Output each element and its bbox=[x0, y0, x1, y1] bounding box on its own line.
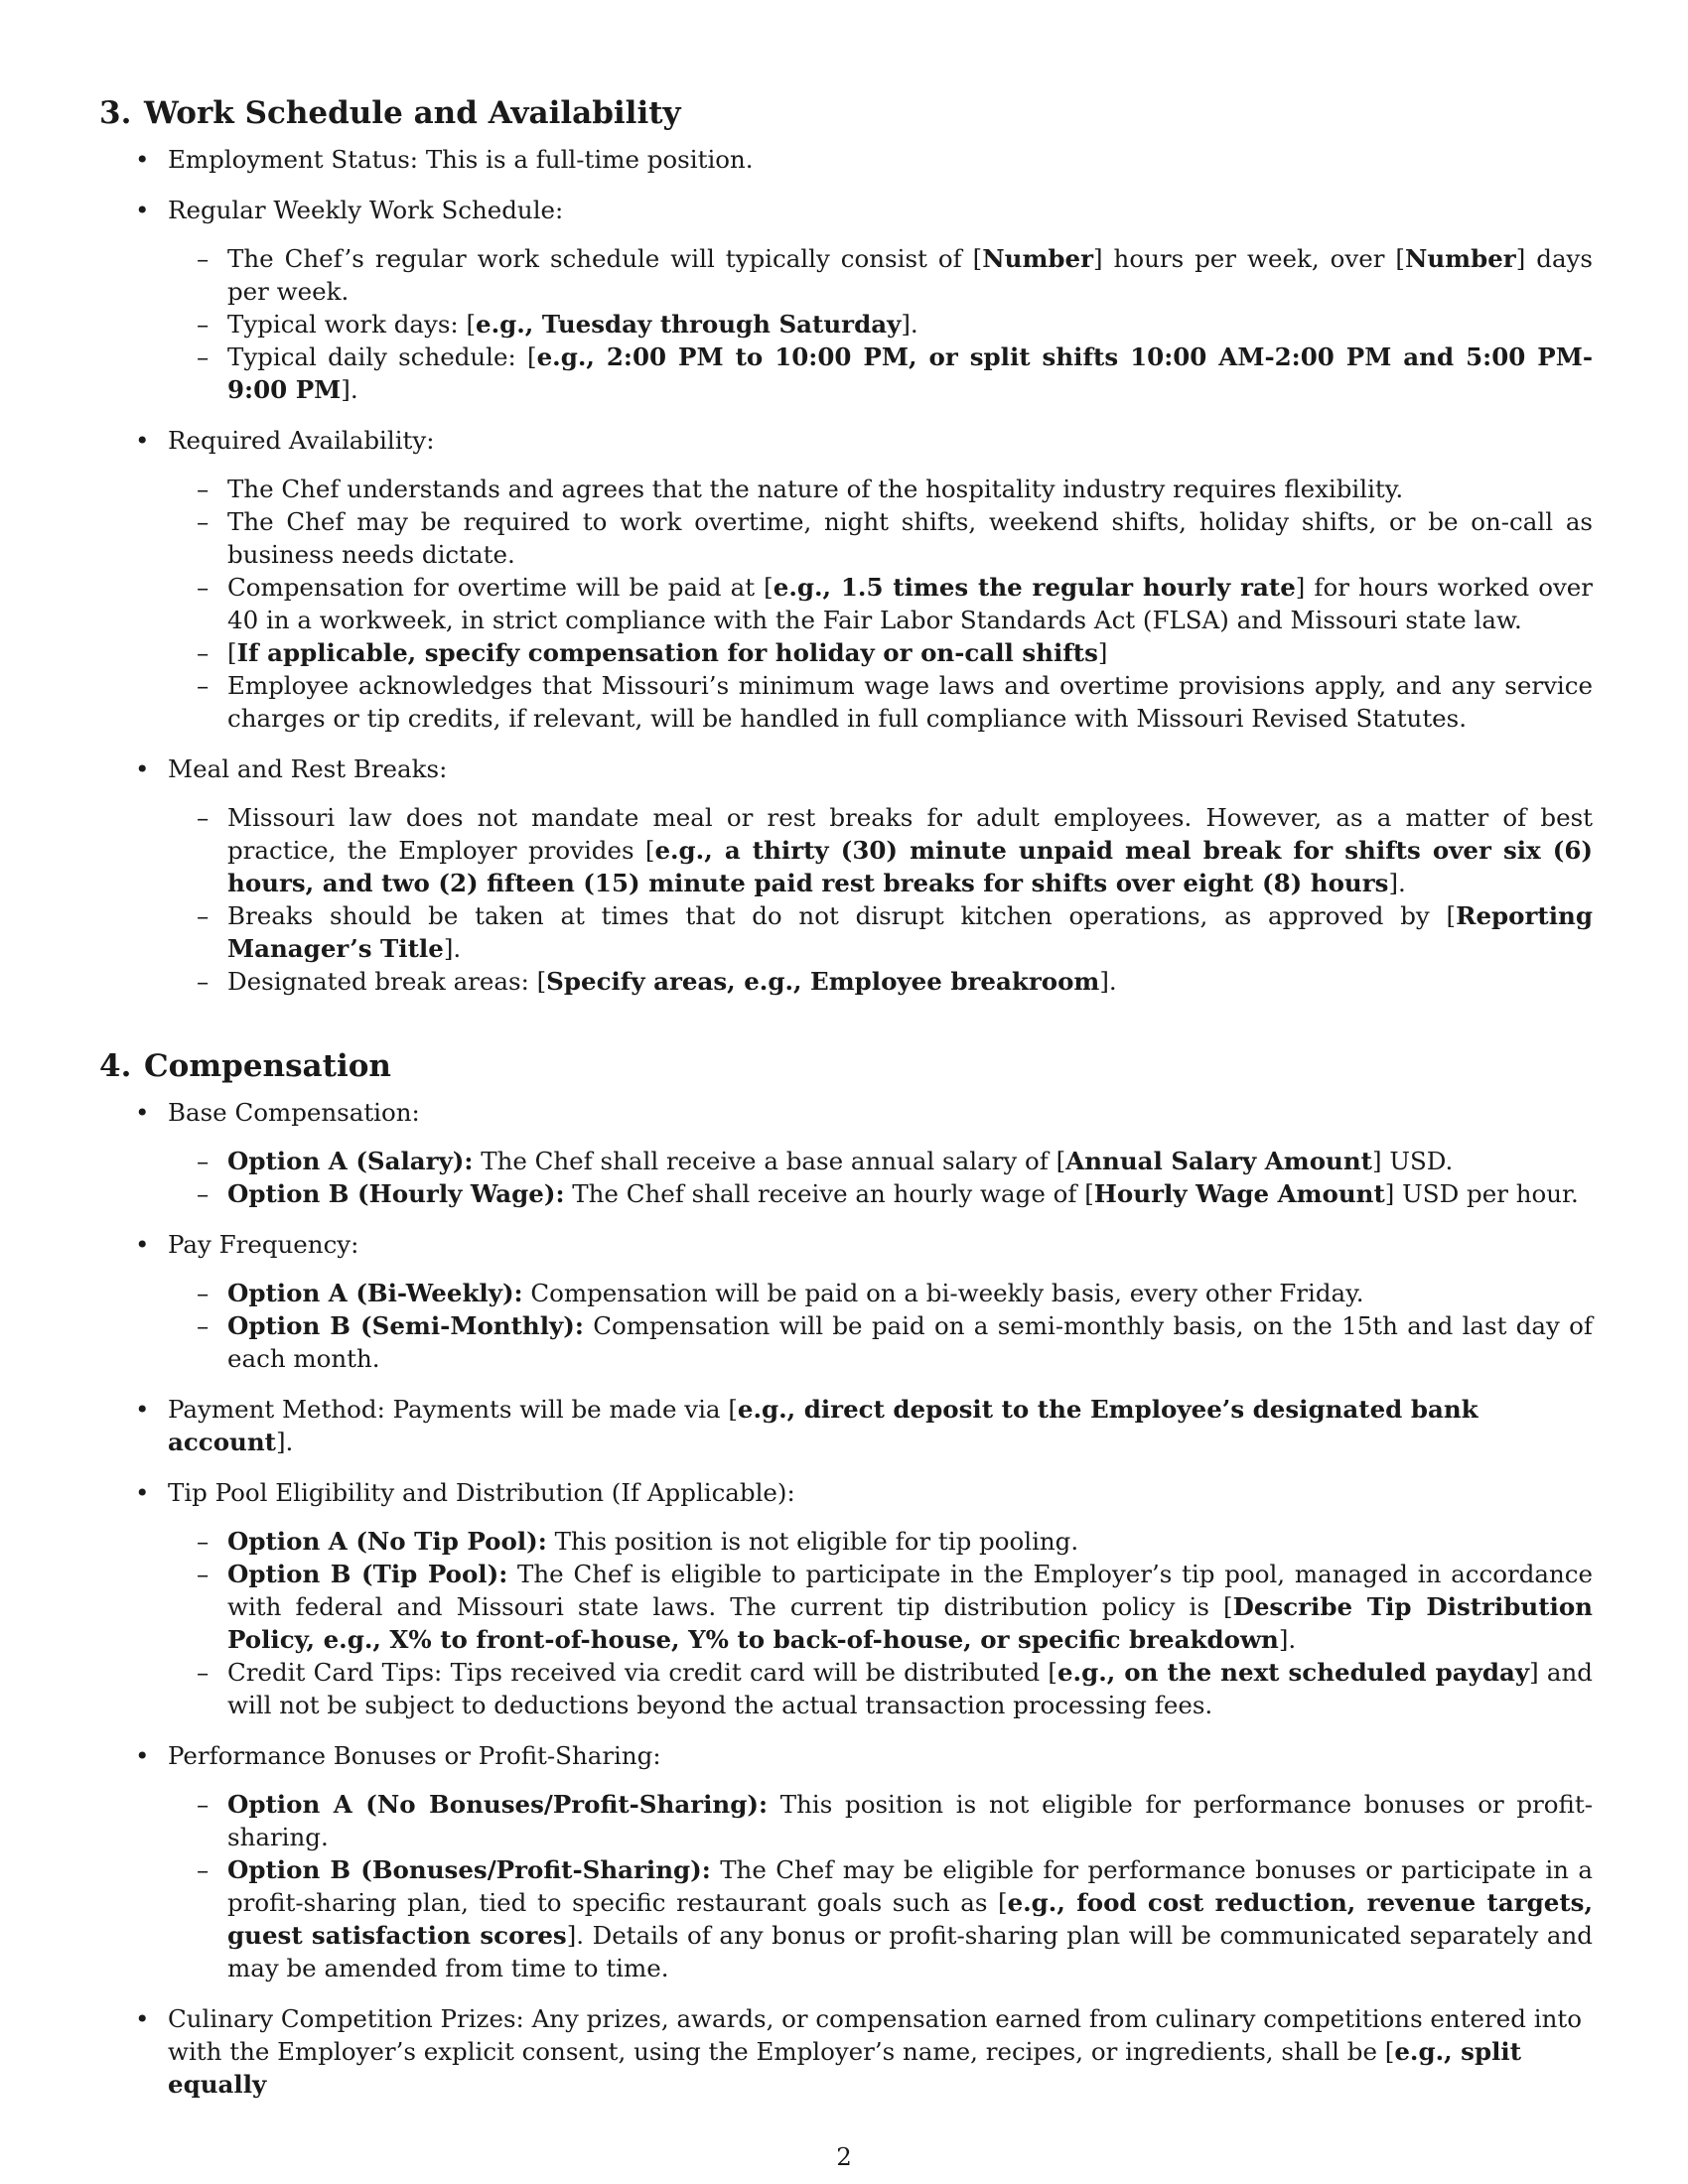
bold-text: e.g., 2:00 PM to 10:00 PM, or split shifts 10:00 AM-2:00 PM and 5:00 PM-9:00 PM bbox=[227, 342, 1593, 404]
bold-text: Option A (No Bonuses/Profit-Sharing): bbox=[227, 1790, 768, 1819]
sub-item-text bbox=[227, 1558, 1593, 1656]
dash-icon: – bbox=[197, 1560, 210, 1588]
text-run: ]. bbox=[901, 310, 918, 339]
sub-item-text bbox=[227, 1277, 1593, 1309]
sub-item-text bbox=[227, 242, 1593, 308]
sub-item-text bbox=[227, 965, 1593, 998]
sub-list-item bbox=[168, 669, 1593, 735]
sub-item-text bbox=[227, 669, 1593, 735]
item-text bbox=[168, 1228, 1593, 1261]
sub-list-item bbox=[168, 1309, 1593, 1375]
sub-list-item bbox=[168, 636, 1593, 669]
bold-text: Describe Tip Distribution Policy, e.g., X% to front-of-house, Y% to back-of-house, or specific breakdown bbox=[227, 1592, 1593, 1654]
list-item bbox=[99, 143, 1593, 176]
list-item bbox=[99, 2002, 1593, 2101]
bold-text: e.g., food cost reduction, revenue targets, guest satisfaction scores bbox=[227, 1888, 1593, 1950]
text-run: Typical work days: [ bbox=[227, 310, 477, 339]
dash-icon: – bbox=[197, 803, 210, 832]
section-compensation bbox=[99, 1044, 1593, 2118]
dash-icon: – bbox=[197, 244, 210, 273]
text-run: Regular Weekly Work Schedule: bbox=[168, 196, 564, 224]
bold-text: Option B (Bonuses/Profit-Sharing): bbox=[227, 1855, 711, 1884]
bullet-icon: • bbox=[135, 196, 150, 224]
dash-icon: – bbox=[197, 1855, 210, 1884]
bullet-icon: • bbox=[135, 1230, 150, 1259]
sub-list bbox=[168, 1525, 1593, 1721]
text-run: Compensation for overtime will be paid at [ bbox=[227, 573, 774, 602]
item-text bbox=[168, 1393, 1593, 1458]
dash-icon: – bbox=[197, 638, 210, 667]
text-run: The Chef may be eligible for performance bonuses or participate in a profit-sharing plan, tied to specific restaurant goals such as [ bbox=[227, 1855, 1593, 1917]
section-number: 3. bbox=[99, 95, 132, 131]
dash-icon: – bbox=[197, 1147, 210, 1175]
text-run: Breaks should be taken at times that do not disrupt kitchen operations, as approved by [ bbox=[227, 901, 1457, 930]
sub-list-item bbox=[168, 1558, 1593, 1656]
dash-icon: – bbox=[197, 1311, 210, 1340]
text-run: ]. bbox=[1388, 869, 1406, 897]
text-run: The Chef shall receive an hourly wage of [ bbox=[564, 1179, 1094, 1208]
text-run: Culinary Competition Prizes: Any prizes, awards, or compensation earned from culinary competitions entered into with the Employer’s explicit consent, using the Employer’s name, recipes, or ingredients, shall be [ bbox=[168, 2004, 1582, 2066]
text-run: Compensation will be paid on a bi-weekly basis, every other Friday. bbox=[522, 1279, 1364, 1307]
sub-item-text bbox=[227, 1525, 1593, 1558]
text-run: ] USD. bbox=[1372, 1147, 1454, 1175]
text-run: ]. bbox=[1099, 967, 1117, 996]
sub-item-text bbox=[227, 1853, 1593, 1984]
sub-list-item bbox=[168, 899, 1593, 965]
sub-list-item bbox=[168, 1656, 1593, 1721]
bullet-icon: • bbox=[135, 1741, 150, 1770]
text-run: This position is not eligible for tip pooling. bbox=[546, 1527, 1079, 1556]
sub-item-text bbox=[227, 1309, 1593, 1375]
dash-icon: – bbox=[197, 901, 210, 930]
bold-text: Number bbox=[982, 244, 1093, 273]
dash-icon: – bbox=[197, 967, 210, 996]
text-run: The Chef may be required to work overtime, night shifts, weekend shifts, holiday shifts, or be on-call as business needs dictate. bbox=[227, 507, 1593, 569]
bold-text: e.g., on the next scheduled payday bbox=[1056, 1658, 1530, 1687]
bold-text: Number bbox=[1404, 244, 1516, 273]
sub-item-text bbox=[227, 505, 1593, 571]
sub-list-item bbox=[168, 1788, 1593, 1853]
list-item bbox=[99, 1096, 1593, 1210]
bold-text: e.g., a thirty (30) minute unpaid meal break for shifts over six (6) hours, and two (2) fifteen (15) minute paid rest breaks for shifts over eight (8) hours bbox=[227, 836, 1594, 897]
list-item bbox=[99, 1476, 1593, 1721]
text-run: Missouri law does not mandate meal or rest breaks for adult employees. However, as a matter of best practice, the Employer provides [ bbox=[227, 803, 1593, 865]
bullet-list bbox=[99, 143, 1593, 998]
section-heading bbox=[99, 91, 1593, 135]
bullet-list bbox=[99, 1096, 1593, 2101]
list-item bbox=[99, 424, 1593, 735]
bold-text: e.g., 1.5 times the regular hourly rate bbox=[773, 573, 1296, 602]
sub-item-text bbox=[227, 571, 1593, 636]
text-run: ] hours per week, over [ bbox=[1093, 244, 1405, 273]
sub-list bbox=[168, 1788, 1593, 1984]
text-run: Required Availability: bbox=[168, 426, 435, 455]
sub-list-item bbox=[168, 1525, 1593, 1558]
sub-list-item bbox=[168, 1177, 1593, 1210]
text-run: Employee acknowledges that Missouri’s minimum wage laws and overtime provisions apply, and any service charges or tip credits, if relevant, will be handled in full compliance with Missouri Revised Statutes. bbox=[227, 671, 1593, 733]
text-run: Typical daily schedule: [ bbox=[227, 342, 537, 371]
sub-item-text bbox=[227, 801, 1593, 899]
sub-list-item bbox=[168, 801, 1593, 899]
text-run: Meal and Rest Breaks: bbox=[168, 754, 448, 783]
item-text bbox=[168, 2002, 1593, 2101]
bullet-icon: • bbox=[135, 2004, 150, 2033]
sub-list-item bbox=[168, 965, 1593, 998]
item-text bbox=[168, 424, 1593, 457]
bold-text: Option A (Bi-Weekly): bbox=[227, 1279, 523, 1307]
sub-list-item bbox=[168, 308, 1593, 341]
sub-item-text bbox=[227, 308, 1593, 341]
bold-text: Hourly Wage Amount bbox=[1093, 1179, 1385, 1208]
bold-text: e.g., direct deposit to the Employee’s designated bank account bbox=[168, 1395, 1478, 1456]
dash-icon: – bbox=[197, 475, 210, 503]
text-run: ]. bbox=[341, 375, 358, 404]
sub-item-text bbox=[227, 636, 1593, 669]
bold-text: Option A (No Tip Pool): bbox=[227, 1527, 547, 1556]
text-run: Credit Card Tips: Tips received via credit card will be distributed [ bbox=[227, 1658, 1057, 1687]
sub-list bbox=[168, 1145, 1593, 1210]
bullet-icon: • bbox=[135, 754, 150, 783]
sub-list bbox=[168, 242, 1593, 406]
sub-item-text bbox=[227, 1177, 1593, 1210]
bold-text: Option A (Salary): bbox=[227, 1147, 474, 1175]
text-run: This position is not eligible for performance bonuses or profit-sharing. bbox=[227, 1790, 1594, 1851]
list-item bbox=[99, 194, 1593, 406]
item-text bbox=[168, 1739, 1593, 1772]
sub-list bbox=[168, 1277, 1593, 1375]
item-text bbox=[168, 752, 1593, 785]
text-run: ] bbox=[1097, 638, 1108, 667]
bullet-icon: • bbox=[135, 145, 150, 174]
bullet-icon: • bbox=[135, 1098, 150, 1127]
item-text bbox=[168, 1476, 1593, 1509]
bullet-icon: • bbox=[135, 1395, 150, 1424]
sub-list-item bbox=[168, 473, 1593, 505]
bold-text: Option B (Tip Pool): bbox=[227, 1560, 508, 1588]
sub-item-text bbox=[227, 341, 1593, 406]
dash-icon: – bbox=[197, 671, 210, 700]
text-run: Pay Frequency: bbox=[168, 1230, 359, 1259]
text-run: ] and will not be subject to deductions beyond the actual transaction processing fees. bbox=[227, 1658, 1593, 1719]
section-title: Compensation bbox=[144, 1048, 391, 1084]
dash-icon: – bbox=[197, 1179, 210, 1208]
text-run: Employment Status: This is a full-time position. bbox=[168, 145, 754, 174]
list-item bbox=[99, 1739, 1593, 1984]
sub-list-item bbox=[168, 242, 1593, 308]
text-run: [ bbox=[227, 638, 237, 667]
dash-icon: – bbox=[197, 342, 210, 371]
text-run: Payment Method: Payments will be made via [ bbox=[168, 1395, 738, 1424]
dash-icon: – bbox=[197, 1527, 210, 1556]
text-run: The Chef is eligible to participate in the Employer’s tip pool, managed in accordance with federal and Missouri state laws. The current tip distribution policy is [ bbox=[227, 1560, 1593, 1621]
item-text bbox=[168, 143, 1593, 176]
text-run: Base Compensation: bbox=[168, 1098, 420, 1127]
text-run: ] for hours worked over 40 in a workweek, in strict compliance with the Fair Labor Standards Act (FLSA) and Missouri state law. bbox=[227, 573, 1593, 634]
bold-text: e.g., Tuesday through Saturday bbox=[476, 310, 902, 339]
bold-text: Specify areas, e.g., Employee breakroom bbox=[546, 967, 1100, 996]
section-work-schedule bbox=[99, 91, 1593, 1016]
sub-list-item bbox=[168, 571, 1593, 636]
list-item bbox=[99, 1393, 1593, 1458]
text-run: Designated break areas: [ bbox=[227, 967, 547, 996]
sub-item-text bbox=[227, 1788, 1593, 1853]
dash-icon: – bbox=[197, 1279, 210, 1307]
text-run: ]. bbox=[1278, 1625, 1297, 1654]
text-run: The Chef shall receive a base annual salary of [ bbox=[473, 1147, 1066, 1175]
bold-text: Option B (Hourly Wage): bbox=[227, 1179, 565, 1208]
dash-icon: – bbox=[197, 310, 210, 339]
bullet-icon: • bbox=[135, 1478, 150, 1507]
sub-item-text bbox=[227, 899, 1593, 965]
bold-text: If applicable, specify compensation for holiday or on-call shifts bbox=[236, 638, 1098, 667]
sub-list bbox=[168, 801, 1593, 998]
sub-list-item bbox=[168, 341, 1593, 406]
dash-icon: – bbox=[197, 1790, 210, 1819]
text-run: ]. bbox=[443, 934, 462, 963]
text-run: Tip Pool Eligibility and Distribution (If Applicable): bbox=[168, 1478, 795, 1507]
sub-list bbox=[168, 473, 1593, 735]
section-heading bbox=[99, 1044, 1593, 1088]
sub-list-item bbox=[168, 1145, 1593, 1177]
text-run: ] days per week. bbox=[227, 244, 1593, 306]
text-run: Compensation will be paid on a semi-monthly basis, on the 15th and last day of each month. bbox=[227, 1311, 1594, 1373]
list-item bbox=[99, 1228, 1593, 1375]
text-run: Performance Bonuses or Profit-Sharing: bbox=[168, 1741, 661, 1770]
list-item bbox=[99, 752, 1593, 998]
section-number: 4. bbox=[99, 1048, 132, 1084]
bold-text: Annual Salary Amount bbox=[1065, 1147, 1372, 1175]
text-run: ]. bbox=[276, 1428, 294, 1456]
section-title: Work Schedule and Availability bbox=[144, 95, 681, 131]
sub-item-text bbox=[227, 1656, 1593, 1721]
text-run: The Chef understands and agrees that the nature of the hospitality industry requires flexibility. bbox=[227, 475, 1404, 503]
page-number: 2 bbox=[836, 2142, 852, 2171]
bullet-icon: • bbox=[135, 426, 150, 455]
dash-icon: – bbox=[197, 1658, 210, 1687]
sub-list-item bbox=[168, 1277, 1593, 1309]
text-run: ]. Details of any bonus or profit-sharing plan will be communicated separately and may be amended from time to time. bbox=[227, 1921, 1593, 1982]
text-run: ] USD per hour. bbox=[1384, 1179, 1579, 1208]
bold-text: Option B (Semi-Monthly): bbox=[227, 1311, 584, 1340]
text-run: The Chef’s regular work schedule will typically consist of [ bbox=[227, 244, 983, 273]
bold-text: e.g., split equally bbox=[168, 2037, 1522, 2099]
bold-text: Reporting Manager’s Title bbox=[227, 901, 1593, 963]
sub-list-item bbox=[168, 505, 1593, 571]
sub-item-text bbox=[227, 1145, 1593, 1177]
dash-icon: – bbox=[197, 573, 210, 602]
dash-icon: – bbox=[197, 507, 210, 536]
sub-item-text bbox=[227, 473, 1593, 505]
item-text bbox=[168, 1096, 1593, 1129]
item-text bbox=[168, 194, 1593, 226]
sub-list-item bbox=[168, 1853, 1593, 1984]
